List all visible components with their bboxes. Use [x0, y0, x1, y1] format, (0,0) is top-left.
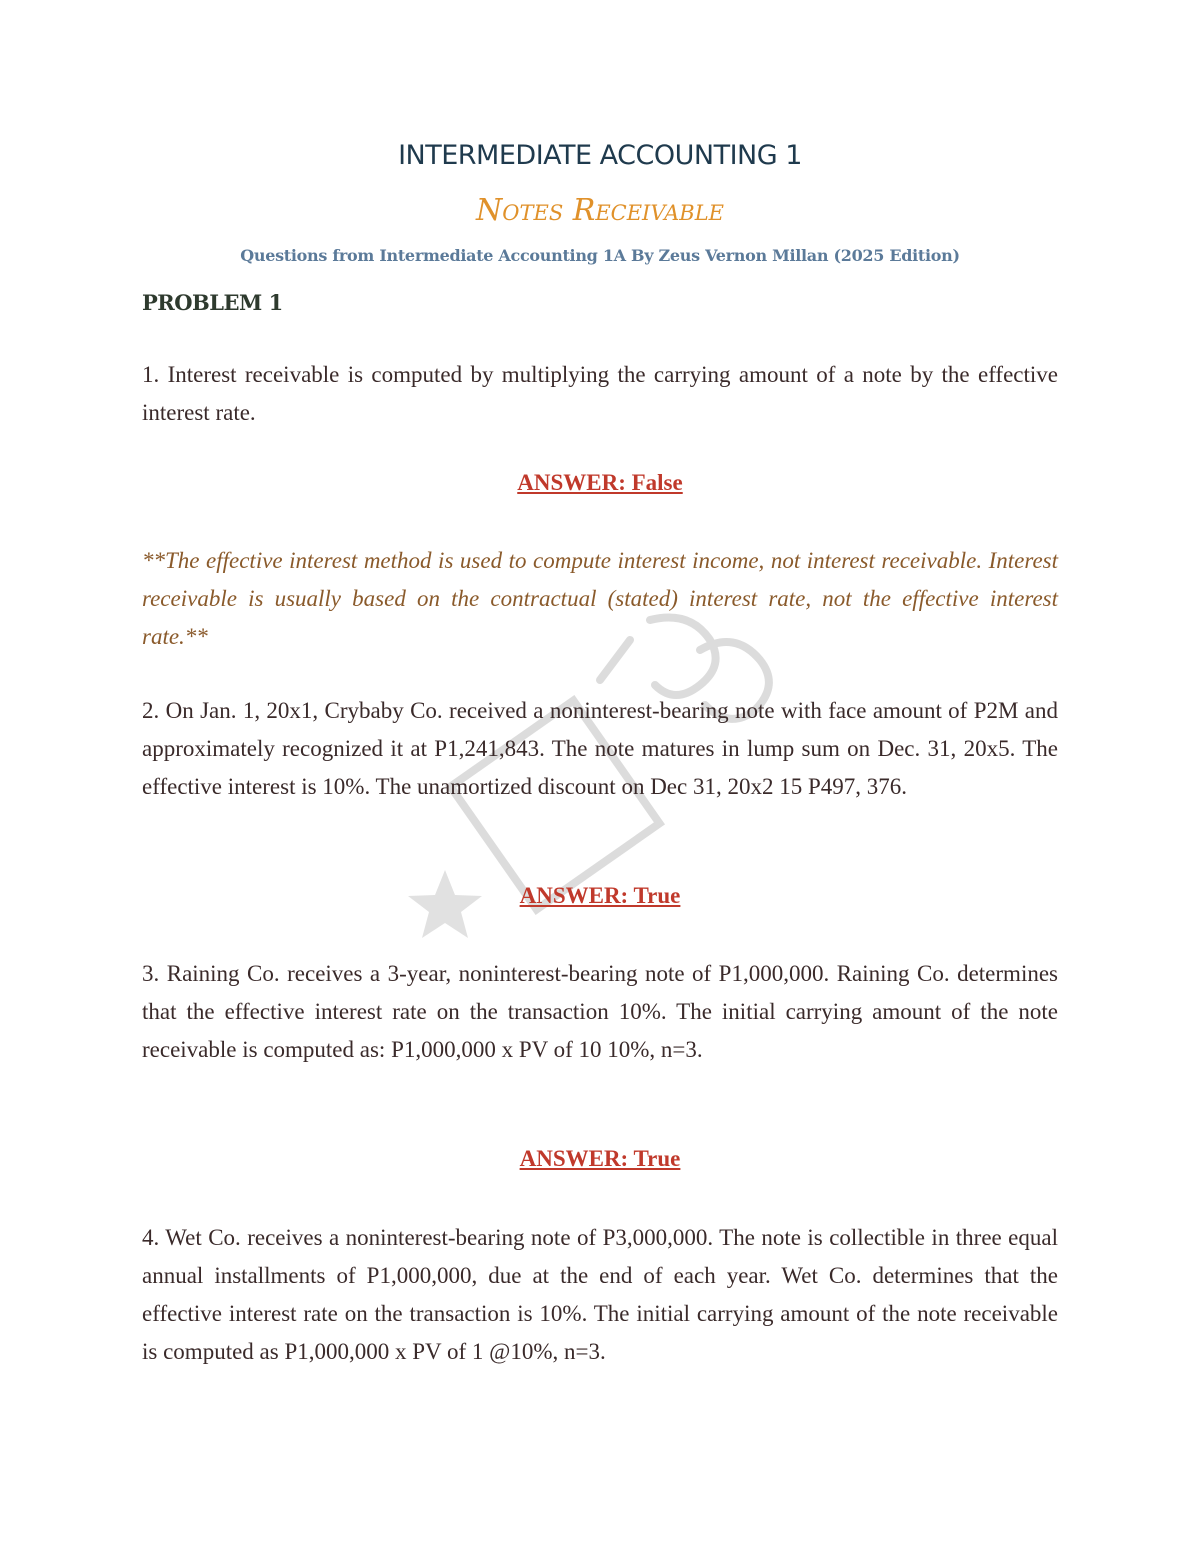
- explanation-1: **The effective interest method is used to compute interest income, not interest receivable. Interest receivable is usually based on the contractual (stated) interest rate, not the effective interest rate.**: [142, 548, 1058, 649]
- question-1: 1. Interest receivable is computed by multiplying the carrying amount of a note by the effective interest rate.: [142, 362, 1058, 425]
- question-3: 3. Raining Co. receives a 3-year, noninterest-bearing note of P1,000,000. Raining Co. determines that the effective interest rate on the transaction 10%. The initial carrying amount of the note receivable is computed as: P1,000,000 x PV of 10 10%, n=3.: [142, 961, 1058, 1062]
- answer-1: ANSWER: False: [517, 470, 683, 495]
- problem-heading: PROBLEM 1: [142, 290, 283, 315]
- page-title: INTERMEDIATE ACCOUNTING 1: [398, 140, 802, 171]
- question-2: 2. On Jan. 1, 20x1, Crybaby Co. received a noninterest-bearing note with face amount of P2M and approximately recognized it at P1,241,843. The note matures in lump sum on Dec. 31, 20x5. The effective interest is 10%. The unamortized discount on Dec 31, 20x2 15 P497, 376.: [142, 698, 1058, 799]
- answer-3: ANSWER: True: [519, 1146, 681, 1171]
- question-4: 4. Wet Co. receives a noninterest-bearing note of P3,000,000. The note is collectible in three equal annual installments of P1,000,000, due at the end of each year. Wet Co. determines that the effective interest rate on the transaction is 10%. The initial carrying amount of the note receivable is computed as P1,000,000 x PV of 1 @10%, n=3.: [142, 1225, 1058, 1364]
- page-subtitle: Notes Receivable: [476, 193, 724, 228]
- answer-2: ANSWER: True: [519, 883, 681, 908]
- source-reference: Questions from Intermediate Accounting 1A By Zeus Vernon Millan (2025 Edition): [240, 246, 960, 265]
